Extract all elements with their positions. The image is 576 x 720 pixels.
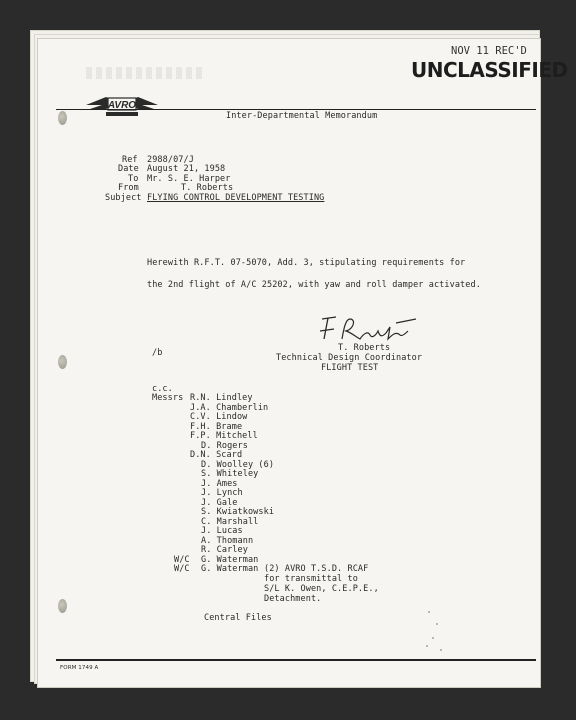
memo-title: Inter-Departmental Memorandum <box>226 111 378 121</box>
from-label: From <box>118 183 139 193</box>
received-stamp: NOV 11 REC'D <box>451 45 527 57</box>
cc-recipient: J.A. Chamberlin <box>190 403 269 413</box>
handwritten-signature <box>316 309 426 345</box>
cc-label: c.c. <box>152 384 173 394</box>
subject-label: Subject <box>105 193 142 203</box>
cc-recipient: F.P. Mitchell <box>190 431 258 441</box>
signatory-name: T. Roberts <box>338 343 391 353</box>
punch-hole-top <box>58 111 67 125</box>
cc-recipient: C.V. Lindow <box>190 412 248 422</box>
wc-note-3: S/L K. Owen, C.E.P.E., <box>264 584 379 594</box>
messrs-label: Messrs <box>152 393 184 403</box>
cc-recipient: S. Kwiatkowski <box>201 507 275 517</box>
to-value: Mr. S. E. Harper <box>147 174 231 184</box>
punch-hole-middle <box>58 355 67 369</box>
punch-hole-bottom <box>58 599 67 613</box>
wc-note-4: Detachment. <box>264 594 322 604</box>
cc-recipient: J. Lynch <box>201 488 243 498</box>
cc-recipient: J. Lucas <box>201 526 243 536</box>
cc-recipient: A. Thomann <box>201 536 254 546</box>
signatory-department: FLIGHT TEST <box>321 363 379 373</box>
memo-page <box>37 38 568 688</box>
cc-recipient: C. Marshall <box>201 517 259 527</box>
ref-value: 2988/07/J <box>147 155 194 165</box>
signatory-title: Technical Design Coordinator <box>276 353 423 363</box>
footer-rule <box>56 659 536 661</box>
body-line-1: Herewith R.F.T. 07-5070, Add. 3, stipulating requirements for <box>147 258 466 268</box>
wc-name-1: G. Waterman <box>201 555 259 565</box>
form-number: FORM 1749 A <box>60 665 99 671</box>
cc-recipient: J. Ames <box>201 479 238 489</box>
faint-bleedthrough <box>86 67 206 79</box>
central-files: Central Files <box>204 613 272 623</box>
from-value: T. Roberts <box>181 183 234 193</box>
cc-recipient: S. Whiteley <box>201 469 259 479</box>
avro-logo <box>84 91 160 119</box>
to-label: To <box>128 174 139 184</box>
wc-name-2: G. Waterman <box>201 564 259 574</box>
cc-recipient: J. Gale <box>201 498 238 508</box>
typist-initials: /b <box>152 348 163 358</box>
ref-label: Ref <box>122 155 138 165</box>
logo-text: AVRO <box>107 100 137 111</box>
cc-recipient: D.N. Scard <box>190 450 243 460</box>
header-rule <box>56 109 536 110</box>
cc-recipient: R.N. Lindley <box>190 393 253 403</box>
body-line-2: the 2nd flight of A/C 25202, with yaw and roll damper activated. <box>147 280 481 290</box>
wc-label-1: W/C <box>174 555 190 565</box>
wc-label-2: W/C <box>174 564 190 574</box>
cc-recipient: F.H. Brame <box>190 422 243 432</box>
subject-value: FLYING CONTROL DEVELOPMENT TESTING <box>147 193 325 203</box>
date-value: August 21, 1958 <box>147 164 226 174</box>
wc-note-2: for transmittal to <box>264 574 358 584</box>
date-label: Date <box>118 164 139 174</box>
cc-recipient: D. Woolley (6) <box>201 460 275 470</box>
cc-recipient: R. Carley <box>201 545 248 555</box>
cc-recipient: D. Rogers <box>201 441 248 451</box>
wc-note-1: (2) AVRO T.S.D. RCAF <box>264 564 369 574</box>
classification-stamp: UNCLASSIFIED <box>411 58 568 82</box>
